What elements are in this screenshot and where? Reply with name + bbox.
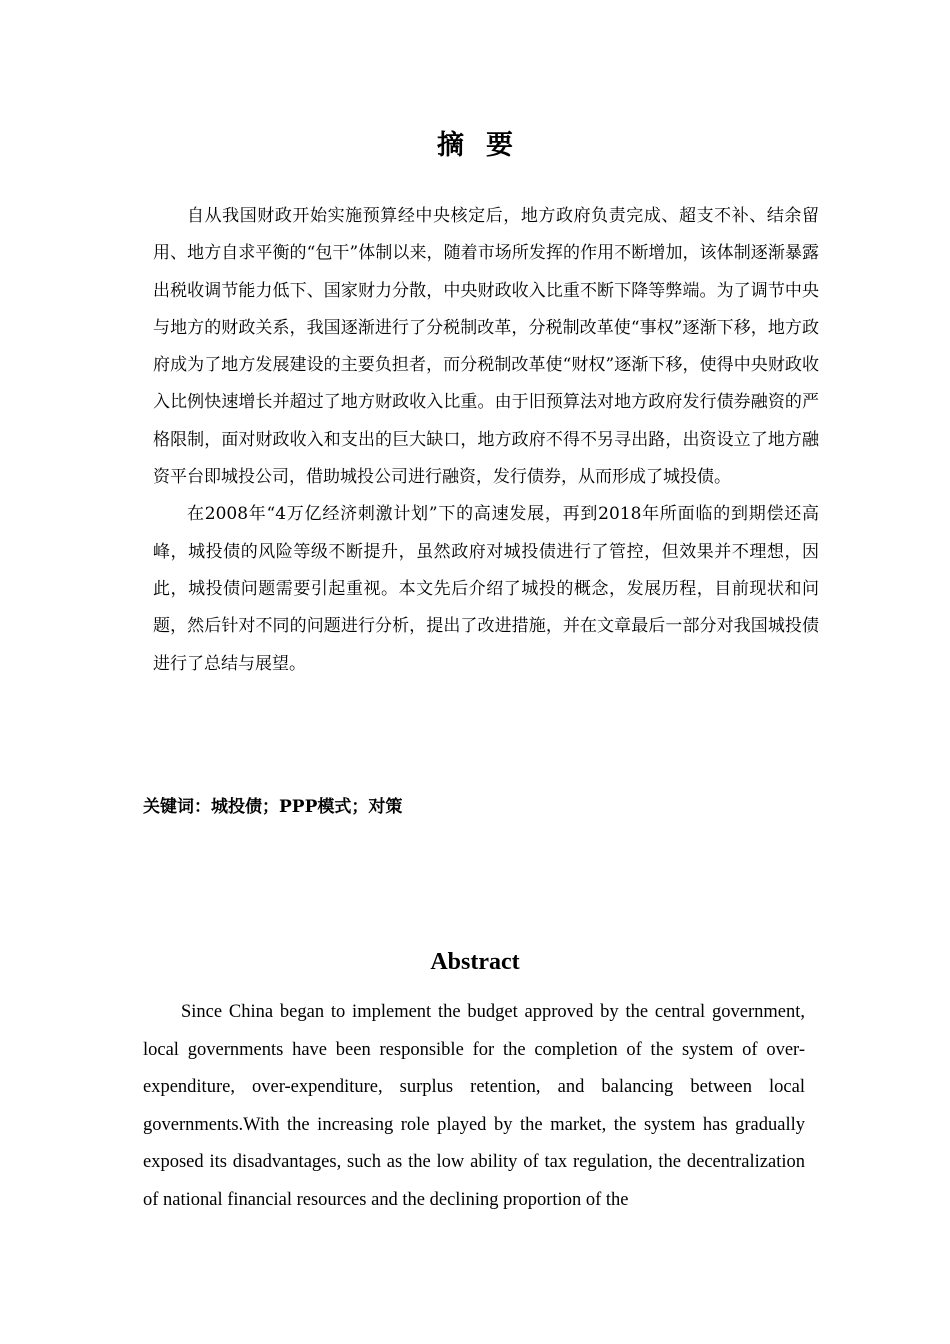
abstract-paragraph-cn-1: 自从我国财政开始实施预算经中央核定后，地方政府负责完成、超支不补、结余留用、地方自求平衡的“包干”体制以来，随着市场所发挥的作用不断增加，该体制逐渐暴露出税收调节能力低下、国家财力分散，中央财政收入比重不断下降等弊端。为了调节中央与地方的财政关系，我国逐渐进行了分税制改革，分税制改革使“事权”逐渐下移，地方政府成为了地方发展建设的主要负担者，而分税制改革使“财权”逐渐下移，使得中央财政收入比例快速增长并超过了地方财政收入比重。由于旧预算法对地方政府发行债券融资的严格限制，面对财政收入和支出的巨大缺口，地方政府不得不另寻出路，出资设立了地方融资平台即城投公司，借助城投公司进行融资，发行债券，从而形成了城投债。: [153, 206, 819, 488]
abstract-body-en: [143, 994, 805, 1219]
keywords-line: 关键词：城投债；PPP模式；对策: [143, 797, 403, 817]
abstract-title-en: Abstract: [430, 949, 520, 975]
abstract-paragraph-cn-2: 在2008年“4万亿经济刺激计划”下的高速发展，再到2018年所面临的到期偿还高峰，城投债的风险等级不断提升，虽然政府对城投债进行了管控，但效果并不理想，因此，城投债问题需要引起重视。本文先后介绍了城投的概念，发展历程，目前现状和问题，然后针对不同的问题进行分析，提出了改进措施，并在文章最后一部分对我国城投债进行了总结与展望。: [153, 504, 819, 674]
abstract-title-cn: 摘要: [437, 130, 535, 161]
abstract-paragraph-en-1: Since China began to implement the budget approved by the central government, local governments have been responsible for the completion of the system of over-expenditure, over-expenditure, surplus retention, and balancing between local governments.With the increasing role played by the market, the system has gradually exposed its disadvantages, such as the low ability of tax regulation, the decentralization of national financial resources and the declining proportion of the: [143, 1002, 805, 1210]
abstract-body-cn: [153, 198, 819, 683]
